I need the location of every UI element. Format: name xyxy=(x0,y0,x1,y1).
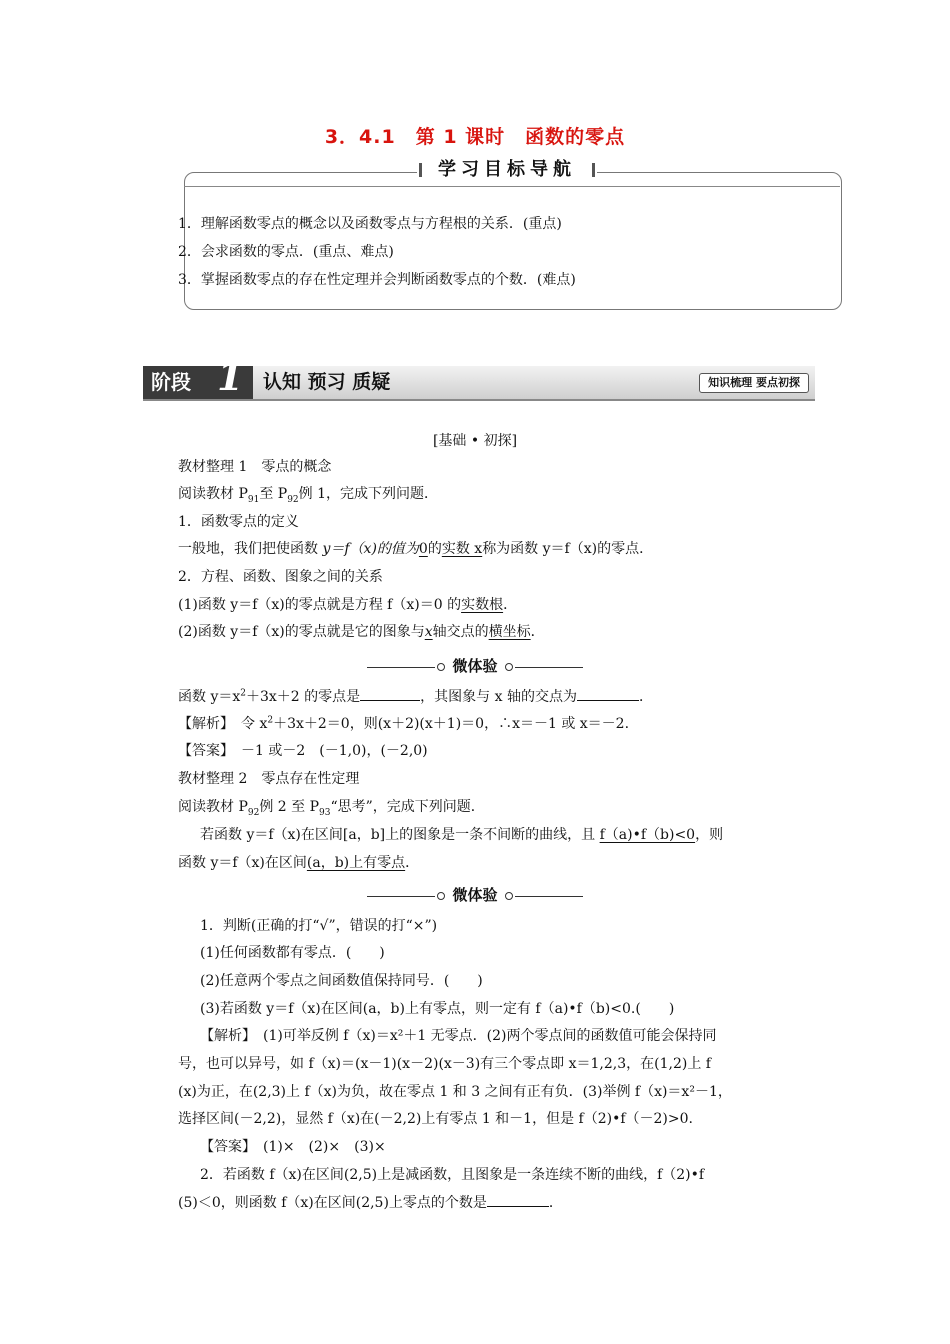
stage-banner xyxy=(143,354,815,401)
explain-line-1: 【解析】 (1)可举反例 f（x)＝x²＋1 无零点．(2)两个零点间的函数值可能会保持同 xyxy=(200,1028,717,1044)
explain-line-4: 选择区间(－2,2)，显然 f（x)在(－2,2)上有零点 1 和－1，但是 f（2)•f（－2)>0. xyxy=(178,1111,693,1127)
stage-text: 认知 预习 质疑 xyxy=(263,371,391,393)
goal-item-2: 2．会求函数的零点．(重点、难点) xyxy=(178,244,394,260)
weiti-heading-2: 微体验 xyxy=(0,884,950,905)
goal-item-3: 3．掌握函数零点的存在性定理并会判断函数零点的个数．(难点) xyxy=(178,272,576,288)
weiti-heading-1: 微体验 xyxy=(0,655,950,676)
judge-3: (3)若函数 y＝f（x)在区间(a，b)上有零点，则一定有 f（a)•f（b)<0.( ) xyxy=(200,1001,675,1017)
judge-2: (2)任意两个零点之间函数值保持同号．( ) xyxy=(200,973,483,989)
analysis-line: 【解析】 令 $x^2+3x+2=0$，则(x＋2)(x＋1)＝0，∴x＝－1 或 x＝－2. xyxy=(178,715,630,732)
explain-line-2: 号，也可以异号，如 f（x)＝(x－1)(x－2)(x－3)有三个零点即 x＝1,2,3，在(1,2)上 f xyxy=(178,1056,711,1072)
problem-2-line-1: 2．若函数 f（x)在区间(2,5)上是减函数，且图象是一条连续不断的曲线，f（2)•f xyxy=(200,1167,705,1183)
question-line: 函数 $y=x^2+3x+2$ 的零点是 ，其图象与 x 轴的交点为 ． xyxy=(178,688,653,705)
theorem-line-2: 函数 y＝f（x)在区间(a，b)上有零点． xyxy=(178,855,420,871)
reading-line: 阅读教材 $P_{92}$例 2 至 $P_{93}“$思考”，完成下列问题． xyxy=(178,799,485,818)
goals-title: 学习目标导航 xyxy=(417,157,597,183)
definition-line: 一般地，我们把使函数 y＝f（x)的值为0的实数 x称为函数 y＝f（x)的零点． xyxy=(178,541,654,557)
relation-line-2: (2)函数 y＝f（x)的零点就是它的图象与x轴交点的横坐标． xyxy=(178,624,545,640)
stage-number: 1 xyxy=(217,354,244,399)
answer-line: 【答案】 －1 或－2 (－1,0)，(－2,0) xyxy=(178,743,428,759)
reading-line: 阅读教材 $P_{91}$至 $P_{92}$例 1，完成下列问题． xyxy=(178,486,439,505)
stage-label: 阶段 1 xyxy=(143,366,253,399)
section-heading: 教材整理 1 零点的概念 xyxy=(178,459,332,475)
goals-divider xyxy=(184,186,840,187)
subheading: 2．方程、函数、图象之间的关系 xyxy=(178,569,383,585)
problem-2-line-2: (5)＜0，则函数 f（x)在区间(2,5)上零点的个数是 ． xyxy=(178,1195,563,1211)
judge-intro: 1．判断(正确的打“√”，错误的打“×”) xyxy=(200,918,438,934)
subheading: 1．函数零点的定义 xyxy=(178,514,299,530)
page-title: 3．4.1 第 1 课时 函数的零点 xyxy=(324,126,626,148)
explain-line-3: (x)为正，在(2,3)上 f（x)为负，故在零点 1 和 3 之间有正有负．(3)举例 f（x)＝x²－1， xyxy=(178,1084,732,1100)
stage-tag: 知识梳理 要点初探 xyxy=(699,373,809,393)
section-heading: 教材整理 2 零点存在性定理 xyxy=(178,771,360,787)
goal-item-1: 1．理解函数零点的概念以及函数零点与方程根的关系．(重点) xyxy=(178,216,562,232)
theorem-line-1: 若函数 y＝f（x)在区间[a，b]上的图象是一条不间断的曲线，且 f（a)•f（b)<0，则 xyxy=(200,827,724,843)
relation-line-1: (1)函数 y＝f（x)的零点就是方程 f（x)＝0 的实数根． xyxy=(178,597,518,613)
answer-line: 【答案】 (1)× (2)× (3)× xyxy=(200,1139,386,1155)
basic-label: [基础 • 初探] xyxy=(432,433,518,449)
judge-1: (1)任何函数都有零点．( ) xyxy=(200,945,385,961)
